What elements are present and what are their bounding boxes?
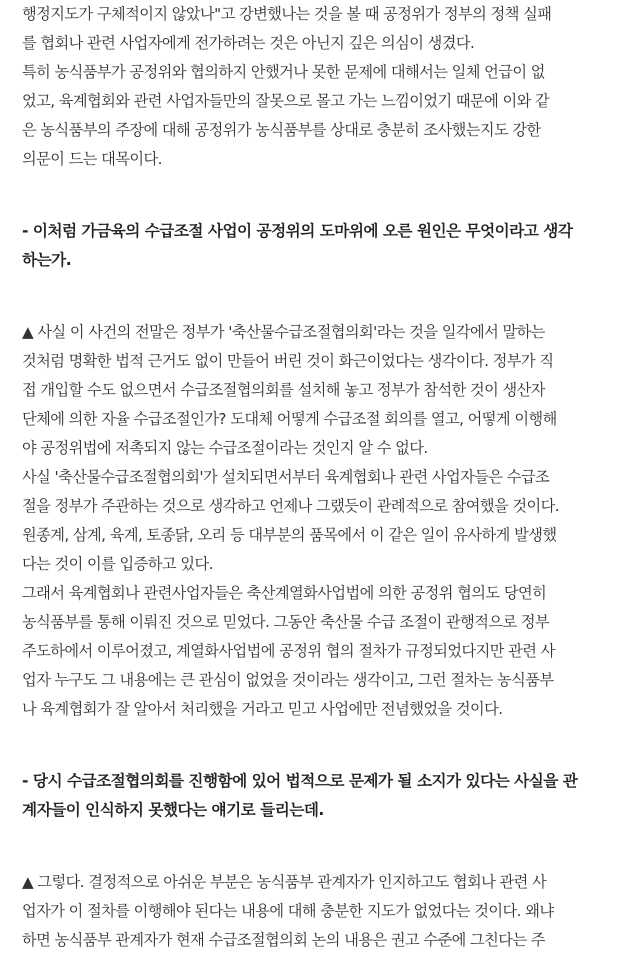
text-line: 단체에 의한 자율 수급조절인가? 도대체 어떻게 수급조절 회의를 열고, 어떻게 이행해 xyxy=(22,410,557,428)
text-line: 접 개입할 수도 없으면서 수급조절협의회를 설치해 놓고 정부가 참석한 것이 생산자 xyxy=(22,381,545,399)
spacer xyxy=(22,203,618,217)
question-line: 하는가. xyxy=(22,251,72,269)
text-line: 특히 농식품부가 공정위와 협의하지 안했거나 못한 문제에 대해서는 일체 언급이 없 xyxy=(22,63,545,81)
text-line: 하면 농식품부 관계자가 현재 수급조절협의회 논의 내용은 권고 수준에 그친다는 주 xyxy=(22,931,545,949)
text-line: 행정지도가 구체적이지 않았나"고 강변했나는 것을 볼 때 공정위가 정부의 정책 실패 xyxy=(22,5,552,23)
spacer xyxy=(22,304,618,318)
spacer xyxy=(22,724,618,753)
text-line: 것처럼 명확한 법적 근거도 없이 만들어 버린 것이 화근이었다는 생각이다. 정부가 직 xyxy=(22,352,554,370)
spacer xyxy=(22,275,618,304)
text-line: 절을 정부가 주관하는 것으로 생각하고 언제나 그랬듯이 관례적으로 참여했을 것이다. xyxy=(22,497,560,515)
spacer xyxy=(22,854,618,868)
text-line: 사실 '축산물수급조절협의회'가 설치되면서부터 육계협회나 관련 사업자들은 수급조 xyxy=(22,468,550,486)
question-line: 계자들이 인식하지 못했다는 얘기로 들리는데. xyxy=(22,801,324,819)
text-line: 나 육계협회가 잘 알아서 처리했을 거라고 믿고 사업에만 전념했었을 것이다. xyxy=(22,700,503,718)
paragraph-1 xyxy=(22,0,618,174)
spacer xyxy=(22,753,618,767)
text-line: 은 농식품부의 주장에 대해 공정위가 농식품부를 상대로 충분히 조사했는지도 강한 xyxy=(22,121,541,139)
text-line: ▲ 그렇다. 결정적으로 아쉬운 부분은 농식품부 관계자가 인지하고도 협회나 관련 사 xyxy=(22,873,547,891)
answer-paragraph-2 xyxy=(22,868,618,955)
spacer xyxy=(22,825,618,854)
text-line: 의문이 드는 대목이다. xyxy=(22,150,162,168)
text-line: 를 협회나 관련 사업자에게 전가하려는 것은 아닌지 깊은 의심이 생겼다. xyxy=(22,34,475,52)
text-line: 주도하에서 이루어졌고, 계열화사업법에 공정위 협의 절차가 규정되었다지만 관련 사 xyxy=(22,642,555,660)
text-line: 었고, 육계협회와 관련 사업자들만의 잘못으로 몰고 가는 느낌이었기 때문에 이와 같 xyxy=(22,92,550,110)
interview-question-1 xyxy=(22,217,618,275)
text-line: 다는 것이 이를 입증하고 있다. xyxy=(22,555,213,573)
interview-question-2 xyxy=(22,767,618,825)
article-body xyxy=(22,0,618,955)
answer-paragraph-1 xyxy=(22,318,618,724)
question-line: - 당시 수급조절협의회를 진행함에 있어 법적으로 문제가 될 소지가 있다는 사실을 관 xyxy=(22,772,578,790)
text-line: 그래서 육계협회나 관련사업자들은 축산계열화사업법에 의한 공정위 협의도 당연히 xyxy=(22,584,547,602)
text-line: 업자 누구도 그 내용에는 큰 관심이 없었을 것이라는 생각이고, 그런 절차는 농식품부 xyxy=(22,671,554,689)
spacer xyxy=(22,174,618,203)
text-line: 야 공정위법에 저촉되지 않는 수급조절이라는 것인지 알 수 없다. xyxy=(22,439,428,457)
question-line: - 이처럼 가금육의 수급조절 사업이 공정위의 도마위에 오른 원인은 무엇이라고 생각 xyxy=(22,222,573,240)
text-line: 업자가 이 절차를 이행해야 된다는 내용에 대해 충분한 지도가 없었다는 것이다. 왜냐 xyxy=(22,902,554,920)
text-line: ▲ 사실 이 사건의 전말은 정부가 '축산물수급조절협의회'라는 것을 일각에서 말하는 xyxy=(22,323,545,341)
text-line: 농식품부를 통해 이뤄진 것으로 믿었다. 그동안 축산물 수급 조절이 관행적으로 정부 xyxy=(22,613,550,631)
text-line: 원종계, 삼계, 육계, 토종닭, 오리 등 대부분의 품목에서 이 같은 일이 유사하게 발생했 xyxy=(22,526,557,544)
